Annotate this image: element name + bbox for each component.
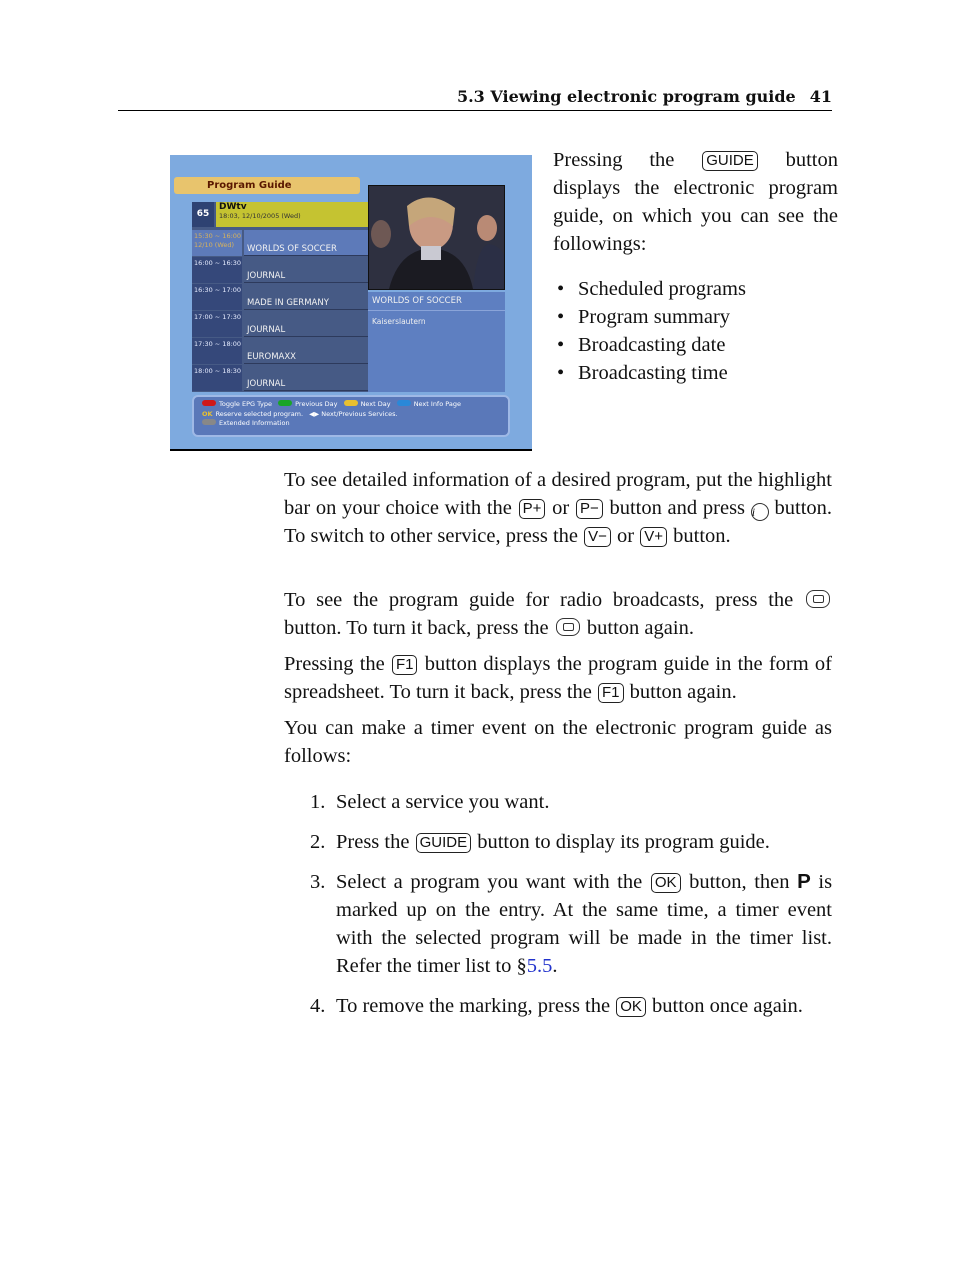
step-text: button, then (689, 871, 790, 893)
program-time: 16:00 ~ 16:30 (192, 257, 242, 283)
p-minus-key: P− (576, 499, 603, 519)
program-title: EUROMAXX (244, 338, 368, 364)
legend-blue: Next Info Page (413, 400, 461, 408)
program-title: JOURNAL (244, 365, 368, 391)
legend-line (202, 410, 508, 420)
info-icon: i (751, 503, 769, 521)
key-legend (192, 395, 510, 437)
paragraph-text: Pressing the (284, 653, 385, 675)
info-key-icon (202, 419, 216, 425)
green-key-icon (278, 400, 292, 406)
step-text: button to display its program guide. (477, 831, 770, 853)
program-time: 16:30 ~ 17:00 (192, 284, 242, 310)
legend-green: Previous Day (295, 400, 338, 408)
channel-name-box (216, 202, 368, 227)
program-row[interactable] (192, 338, 368, 364)
detail-info-paragraph (284, 466, 832, 550)
program-row[interactable] (192, 365, 368, 391)
radio-guide-paragraph (284, 586, 832, 642)
tv-radio-icon (556, 618, 580, 636)
legend-line (202, 419, 508, 429)
p-plus-key: P+ (519, 499, 546, 519)
step-number: 2. (310, 831, 326, 853)
program-row[interactable] (192, 230, 368, 256)
program-title: JOURNAL (244, 257, 368, 283)
program-title: MADE IN GERMANY (244, 284, 368, 310)
legend-red: Toggle EPG Type (219, 400, 273, 408)
program-title: WORLDS OF SOCCER (244, 230, 368, 256)
page-number: 41 (809, 87, 832, 106)
step-number: 1. (310, 791, 326, 813)
red-key-icon (202, 400, 216, 406)
blue-key-icon (397, 400, 411, 406)
guide-program-list (192, 202, 368, 392)
info-title: WORLDS OF SOCCER (368, 292, 505, 311)
ok-key: OK (616, 997, 646, 1017)
intro-text: button displays the electronic program guide, on which you can see the followings: (553, 149, 839, 255)
program-row[interactable] (192, 257, 368, 283)
legend-info: Extended Information (219, 419, 290, 427)
step-number: 3. (310, 871, 326, 893)
list-item: • Program summary (557, 303, 746, 331)
legend-ok: Reserve selected program. (215, 409, 304, 418)
step-text: button once again. (652, 995, 803, 1017)
f1-key: F1 (598, 683, 624, 703)
list-item (310, 868, 832, 980)
list-item: • Scheduled programs (557, 275, 746, 303)
channel-number: 65 (192, 202, 214, 227)
f1-key: F1 (392, 655, 418, 675)
list-item: • Broadcasting time (557, 359, 746, 387)
timer-steps-list (310, 788, 832, 1020)
program-title: JOURNAL (244, 311, 368, 337)
ok-key-icon: OK (202, 409, 213, 418)
reservation-mark: P (797, 870, 811, 893)
channel-row (192, 202, 368, 227)
program-time: 15:30 ~ 16:00 12/10 (Wed) (192, 230, 242, 256)
guide-key: GUIDE (416, 833, 472, 853)
step-text: is marked up on the entry. At the same time, a timer event with the selected program will be made in the timer list. Refer the timer list to § (336, 871, 833, 977)
ok-key: OK (651, 873, 681, 893)
paragraph-text: To see detailed information of a desired program, put the highlight bar on your choice with the (284, 469, 832, 519)
program-row[interactable] (192, 284, 368, 310)
yellow-key-icon (344, 400, 358, 406)
video-preview-image (369, 186, 504, 289)
program-row[interactable] (192, 311, 368, 337)
paragraph-text: button. To switch to other service, press the (284, 497, 833, 547)
feature-list (557, 275, 746, 387)
guide-title-bar: Program Guide (174, 177, 360, 194)
paragraph-text: button again. (629, 681, 737, 703)
tv-radio-icon (806, 590, 830, 608)
running-header (118, 86, 832, 111)
v-minus-key: V− (584, 527, 611, 547)
channel-datetime: 18:03, 12/10/2005 (Wed) (219, 212, 301, 220)
guide-key: GUIDE (702, 151, 758, 171)
spreadsheet-paragraph (284, 650, 832, 706)
channel-name: DWtv (219, 202, 247, 212)
timer-intro-paragraph: You can make a timer event on the electronic program guide as follows: (284, 717, 832, 767)
left-right-arrow-icon: ◀▶ (309, 409, 320, 418)
list-item: • Broadcasting date (557, 331, 746, 359)
info-description: Kaiserslautern (372, 317, 426, 326)
v-plus-key: V+ (640, 527, 667, 547)
legend-line (202, 400, 508, 410)
paragraph-text: button displays the program guide in the form of spreadsheet. To turn it back, press the (284, 653, 832, 703)
intro-text: Pressing the (553, 149, 675, 171)
paragraph-text: button. To turn it back, press the (284, 617, 549, 639)
paragraph-text: To see the program guide for radio broadcasts, press the (284, 589, 794, 611)
step-text: To remove the marking, press the (336, 995, 611, 1017)
step-text: Select a service you want. (336, 791, 550, 813)
header-section-title: 5.3 Viewing electronic program guide (456, 87, 796, 106)
list-item (310, 788, 832, 816)
step-number: 4. (310, 995, 326, 1017)
step-text: Press the (336, 831, 410, 853)
paragraph-text: button and press (609, 497, 746, 519)
paragraph-text: or (552, 497, 570, 519)
intro-paragraph (553, 146, 838, 258)
list-item (310, 992, 832, 1020)
section-link[interactable]: 5.5 (526, 955, 553, 977)
step-text: . (552, 955, 558, 977)
video-preview (368, 185, 505, 290)
legend-yellow: Next Day (360, 400, 391, 408)
program-guide-screenshot (170, 155, 532, 451)
paragraph-text: or (617, 525, 635, 547)
program-time: 18:00 ~ 18:30 (192, 365, 242, 391)
program-time: 17:00 ~ 17:30 (192, 311, 242, 337)
program-time: 17:30 ~ 18:00 (192, 338, 242, 364)
legend-arrows: Next/Previous Services. (321, 409, 398, 418)
step-text: Select a program you want with the (336, 871, 643, 893)
program-info-panel (368, 292, 505, 392)
list-item (310, 828, 832, 856)
paragraph-text: button again. (586, 617, 694, 639)
paragraph-text: button. (673, 525, 731, 547)
